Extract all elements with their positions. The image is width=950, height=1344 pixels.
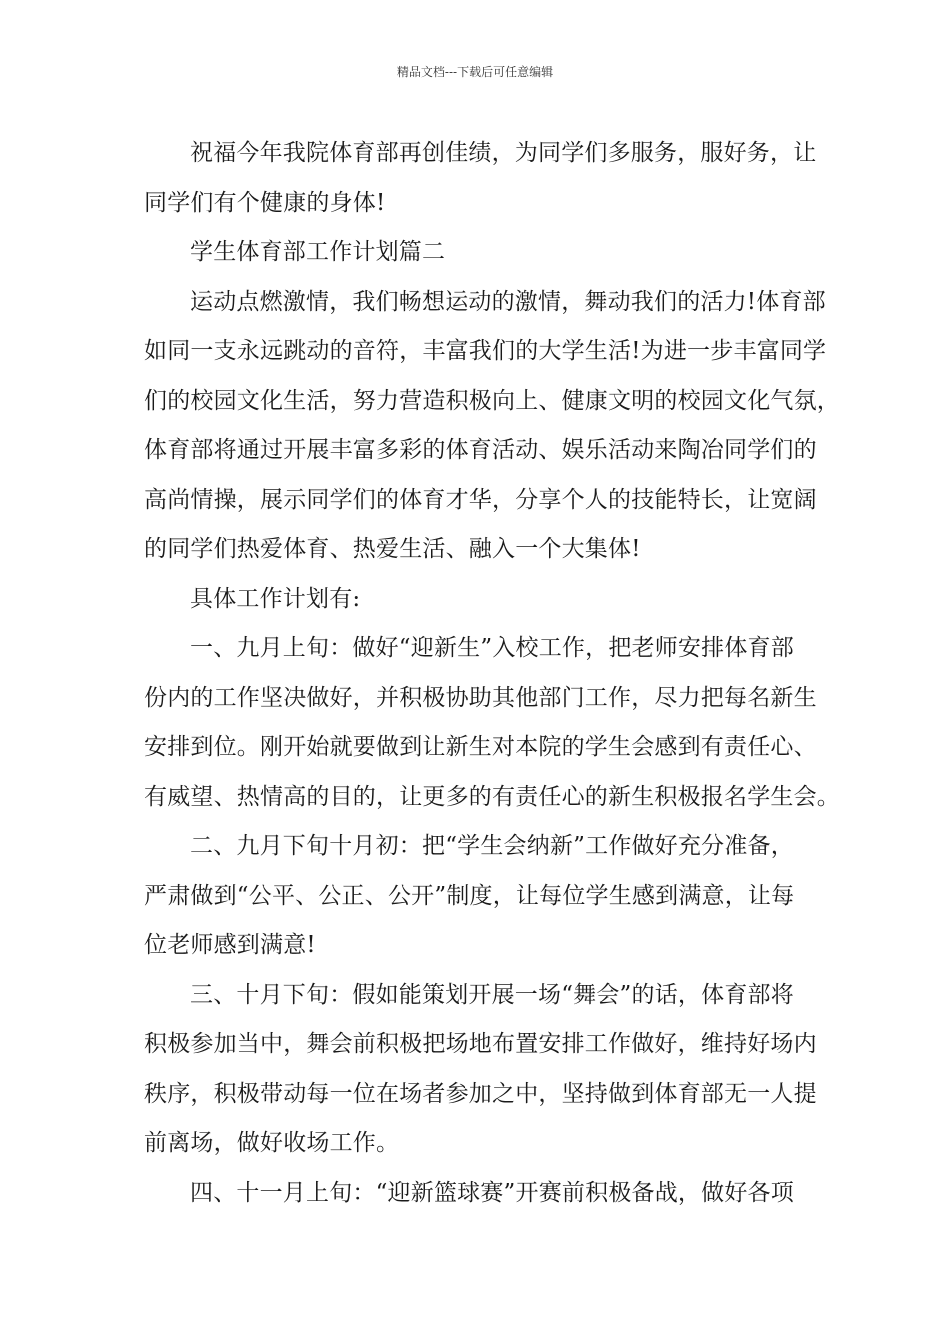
document-body — [144, 129, 840, 1218]
paragraph — [144, 822, 814, 971]
text-line: 三、十月下旬：假如能策划开展一场“舞会”的话，体育部将 — [190, 981, 794, 1008]
text-line: 安排到位。刚开始就要做到让新生对本院的学生会感到有责任心、 — [144, 734, 817, 760]
paragraph — [144, 575, 814, 625]
text-line: 高尚情操，展示同学们的体育才华，分享个人的技能特长，让宽阔 — [144, 486, 817, 513]
text-line: 的同学们热爱体育、热爱生活、融入一个大集体! — [144, 536, 641, 562]
paragraph — [144, 971, 817, 1169]
text-line: 具体工作计划有: — [190, 585, 361, 612]
text-line: 体育部将通过开展丰富多彩的体育活动、娱乐活动来陶冶同学们的 — [144, 437, 817, 463]
heading-line: 学生体育部工作计划篇二 — [190, 239, 446, 265]
section-heading — [144, 228, 814, 278]
text-line: 们的校园文化生活，努力营造积极向上、健康文明的校园文化气氛， — [144, 387, 840, 414]
text-line: 二、九月下旬十月初：把“学生会纳新”工作做好充分准备， — [190, 833, 794, 859]
text-line: 严肃做到“公平、公正、公开”制度，让每位学生感到满意，让每 — [144, 882, 795, 909]
paragraph — [144, 278, 840, 575]
text-line: 同学们有个健康的身体! — [144, 189, 386, 216]
text-line: 如同一支永远跳动的音符，丰富我们的大学生活!为进一步丰富同学 — [144, 338, 827, 364]
paragraph — [144, 1169, 814, 1219]
paragraph — [144, 624, 840, 822]
text-line: 秩序，积极带动每一位在场者参加之中，坚持做到体育部无一人提 — [144, 1080, 817, 1107]
text-line: 一、九月上旬：做好“迎新生”入校工作，把老师安排体育部 — [190, 635, 794, 661]
text-line: 运动点燃激情，我们畅想运动的激情，舞动我们的活力!体育部 — [190, 288, 826, 315]
text-line: 前离场，做好收场工作。 — [144, 1130, 400, 1156]
text-line: 份内的工作坚决做好，并积极协助其他部门工作，尽力把每名新生 — [144, 684, 817, 711]
paragraph — [144, 129, 817, 228]
page-header: 精品文档---下载后可任意编辑 — [396, 65, 554, 79]
text-line: 有威望、热情高的目的，让更多的有责任心的新生积极报名学生会。 — [144, 783, 840, 810]
text-line: 祝福今年我院体育部再创佳绩，为同学们多服务，服好务，让 — [190, 140, 817, 166]
text-line: 位老师感到满意! — [144, 932, 316, 958]
text-line: 四、十一月上旬：“迎新篮球赛”开赛前积极备战，做好各项 — [190, 1179, 794, 1206]
text-line: 积极参加当中，舞会前积极把场地布置安排工作做好，维持好场内 — [144, 1031, 817, 1057]
